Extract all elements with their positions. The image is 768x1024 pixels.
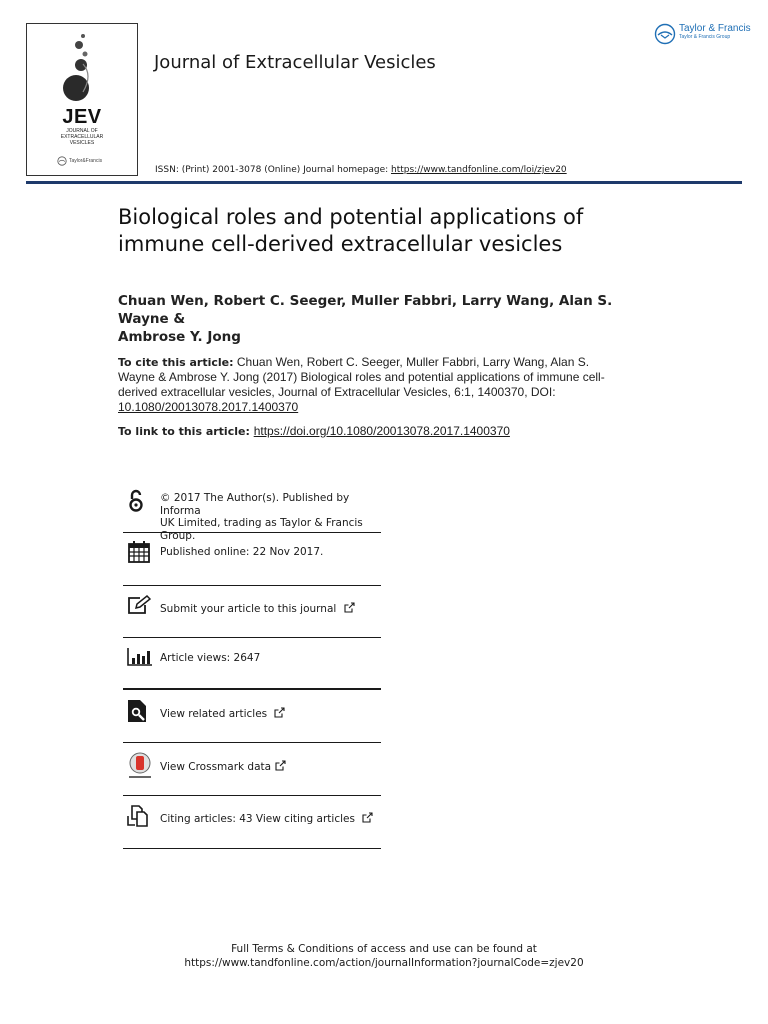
citation-label: To cite this article: [118, 356, 234, 369]
article-title-line: immune cell-derived extracellular vesicles [118, 232, 563, 256]
crossmark-label: View Crossmark data [160, 761, 272, 773]
article-doi-link[interactable]: https://doi.org/10.1080/20013078.2017.1400370 [253, 424, 510, 438]
license-line: © 2017 The Author(s). Published by Informa [160, 492, 350, 517]
article-title [118, 204, 678, 258]
calendar-icon [127, 540, 151, 564]
publisher-group: Taylor & Francis Group [679, 34, 731, 40]
tf-mini-logo-icon [57, 156, 67, 166]
external-link-icon [274, 707, 285, 718]
jev-drops-icon [61, 30, 101, 106]
related-articles-label: View related articles [160, 708, 268, 720]
cover-subtitle-line: VESICLES [69, 140, 95, 146]
published-row [123, 533, 381, 586]
publisher-name: Taylor & Francis [679, 23, 751, 34]
external-link-icon [344, 602, 355, 613]
authors-line: Ambrose Y. Jong [118, 329, 241, 345]
issn-line [155, 165, 567, 175]
cover-subtitle [27, 128, 137, 146]
cover-abbrev: JEV [62, 106, 102, 128]
related-articles-link[interactable] [160, 707, 285, 721]
article-title-line: Biological roles and potential applications of [118, 205, 584, 229]
cover-subtitle-line: JOURNAL OF [66, 128, 98, 134]
citing-row[interactable] [123, 796, 381, 849]
edit-icon [127, 595, 151, 615]
open-access-icon [128, 489, 144, 513]
license-line: UK Limited, trading as Taylor & Francis [160, 517, 363, 529]
journal-title[interactable]: Journal of Extracellular Vesicles [154, 52, 436, 73]
authors-line: Chuan Wen, Robert C. Seeger, Muller Fabbri, Larry Wang, Alan S. Wayne & [118, 293, 613, 327]
journal-cover [26, 23, 138, 176]
citing-documents-icon [127, 805, 151, 827]
license-line: Group. [160, 529, 196, 542]
bar-chart-icon [127, 647, 153, 667]
article-authors [118, 292, 658, 346]
crossmark-row[interactable] [123, 743, 381, 796]
terms-footer [0, 942, 768, 970]
journal-homepage-link[interactable]: https://www.tandfonline.com/loi/zjev20 [391, 165, 567, 175]
document-search-icon [127, 699, 149, 723]
tf-logo-icon [654, 23, 676, 45]
external-link-icon [362, 812, 373, 823]
citing-articles-label: Citing articles: 43 View citing articles [160, 813, 355, 825]
citation-doi-link[interactable]: 10.1080/20013078.2017.1400370 [118, 400, 299, 414]
submit-article-label: Submit your article to this journal [160, 603, 337, 615]
header-rule [26, 181, 742, 184]
published-date: Published online: 22 Nov 2017. [160, 546, 324, 558]
license-row [123, 481, 381, 542]
submit-article-link[interactable] [160, 602, 355, 616]
terms-url[interactable]: https://www.tandfonline.com/action/journalInformation?journalCode=zjev20 [184, 957, 584, 969]
article-link-line [118, 424, 678, 439]
cover-subtitle-line: EXTRACELLULAR [60, 134, 104, 140]
submit-row[interactable] [123, 586, 381, 638]
views-row [123, 638, 381, 690]
citing-articles-link[interactable] [160, 812, 373, 826]
external-link-icon [275, 760, 286, 771]
article-views: Article views: 2647 [160, 652, 261, 664]
cover-publisher-name: Taylor&Francis [69, 158, 103, 164]
citation-block [118, 355, 618, 415]
terms-line: Full Terms & Conditions of access and use can be found at [231, 943, 537, 955]
publisher-logo[interactable] [654, 23, 751, 45]
related-row[interactable] [123, 690, 381, 743]
issn-text: ISSN: (Print) 2001-3078 (Online) Journal homepage: [155, 165, 391, 175]
crossmark-icon [127, 752, 153, 780]
crossmark-link[interactable] [160, 760, 286, 774]
link-label: To link to this article: [118, 425, 254, 438]
cover-publisher [57, 156, 102, 166]
citation-text: Chuan Wen, Robert C. Seeger, Muller Fabbri, Larry Wang, Alan S. Wayne & Ambrose Y. Jong (2017) Biological roles and potential applications of immune cell-derived extracellular vesicles, Journal of Extracellular Vesicles, 6:1, 1400370, DOI: [118, 355, 605, 399]
article-info-panel [123, 481, 381, 849]
publisher-logo-text [679, 23, 751, 40]
